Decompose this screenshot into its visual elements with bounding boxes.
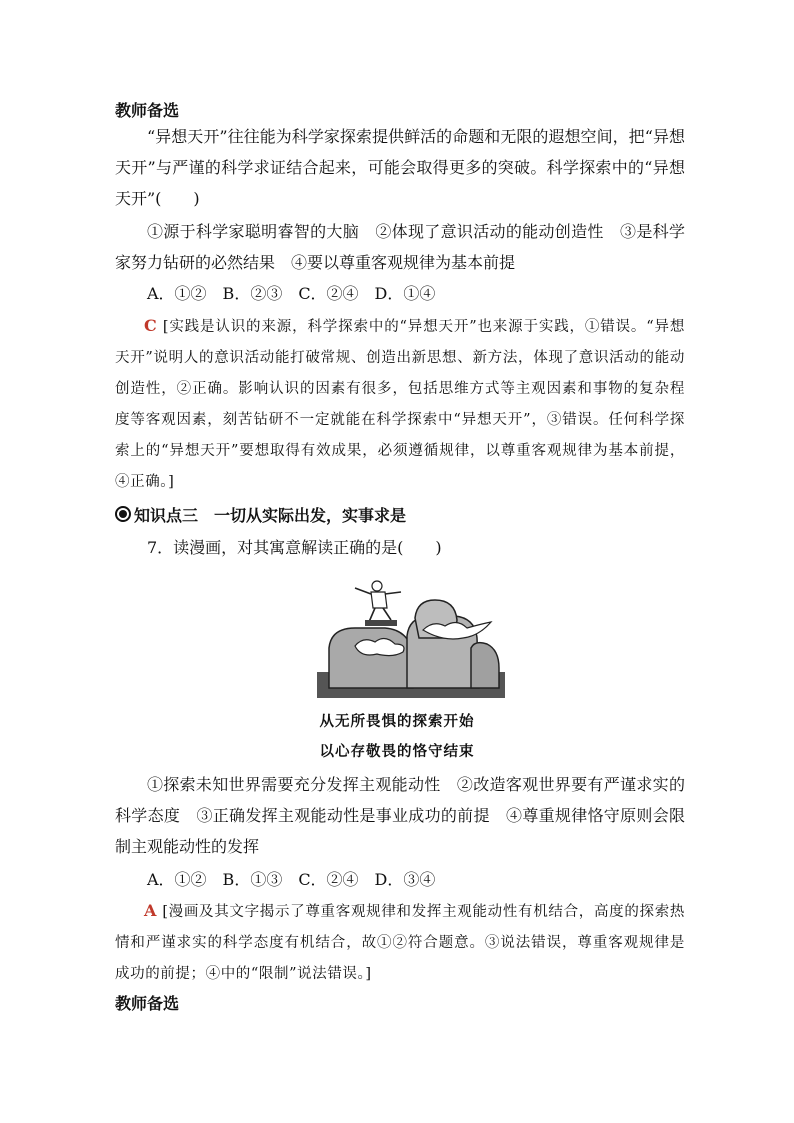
- target-bullet-icon: [115, 506, 131, 522]
- cartoon-illustration: [315, 578, 507, 700]
- question-options: A．①② B．②③ C．②④ D．①④: [147, 284, 436, 303]
- knowledge-point-text: 知识点三 一切从实际出发，实事求是: [134, 506, 407, 525]
- knowledge-point-heading: [115, 500, 685, 531]
- answer-text: [实践是认识的来源，科学探索中的“异想天开”也来源于实践，①错误。“异想天开”说明人的意识活动能打破常规、创造出新思想、新方法，体现了意识活动的能动创造性，②正确。影响认识的因素有很多，包括思维方式等主观因素和事物的复杂程度等客观因素，刻苦钻研不一定就能在科学探索中“异想天开”，③错误。任何科学探索上的“异想天开”要想取得有效成果，必须遵循规律，以尊重客观规律为基本前提，④正确。]: [115, 319, 685, 490]
- cartoon-person-base: [365, 620, 397, 626]
- question-7-options: A．①② B．①③ C．②④ D．③④: [147, 870, 436, 889]
- cartoon-rock-left: [329, 628, 413, 688]
- question-7-stem: 7．读漫画，对其寓意解读正确的是( ): [147, 538, 442, 557]
- cartoon-person-legs: [369, 608, 391, 622]
- question-stem: “异想天开”往往能为科学家探索提供鲜活的命题和无限的遐想空间，把“异想天开”与严谨的科学求证结合起来，可能会取得更多的突破。科学探索中的“异想天开”( ): [115, 127, 685, 208]
- question-7-answer-text: [漫画及其文字揭示了尊重客观规律和发挥主观能动性有机结合，高度的探索热情和严谨求实的科学态度有机结合，故①②符合题意。③说法错误，尊重客观规律是成功的前提；④中的“限制”说法错误。]: [115, 904, 686, 982]
- cartoon-caption-line-1: 从无所畏惧的探索开始: [319, 713, 475, 730]
- answer-letter: C: [144, 316, 158, 335]
- question-7-answer-letter: A: [144, 901, 158, 920]
- cartoon-person-body: [371, 592, 387, 608]
- question-items: ①源于科学家聪明睿智的大脑 ②体现了意识活动的能动创造性 ③是科学家努力钻研的必然结果 ④要以尊重客观规律为基本前提: [115, 222, 685, 272]
- question-7-items: ①探索未知世界需要充分发挥主观能动性 ②改造客观世界要有严谨求实的科学态度 ③正确发挥主观能动性是事业成功的前提 ④尊重规律恪守原则会限制主观能动性的发挥: [115, 775, 685, 856]
- cartoon-rock-right: [471, 643, 499, 688]
- cartoon-person-head: [372, 581, 382, 591]
- question-7-answer-explanation: [115, 895, 685, 990]
- teacher-note-heading: 教师备选: [115, 101, 180, 120]
- answer-explanation: [115, 310, 685, 498]
- cartoon-caption-line-2: 以心存敬畏的恪守结束: [319, 743, 475, 760]
- teacher-note-heading-2: 教师备选: [115, 994, 180, 1013]
